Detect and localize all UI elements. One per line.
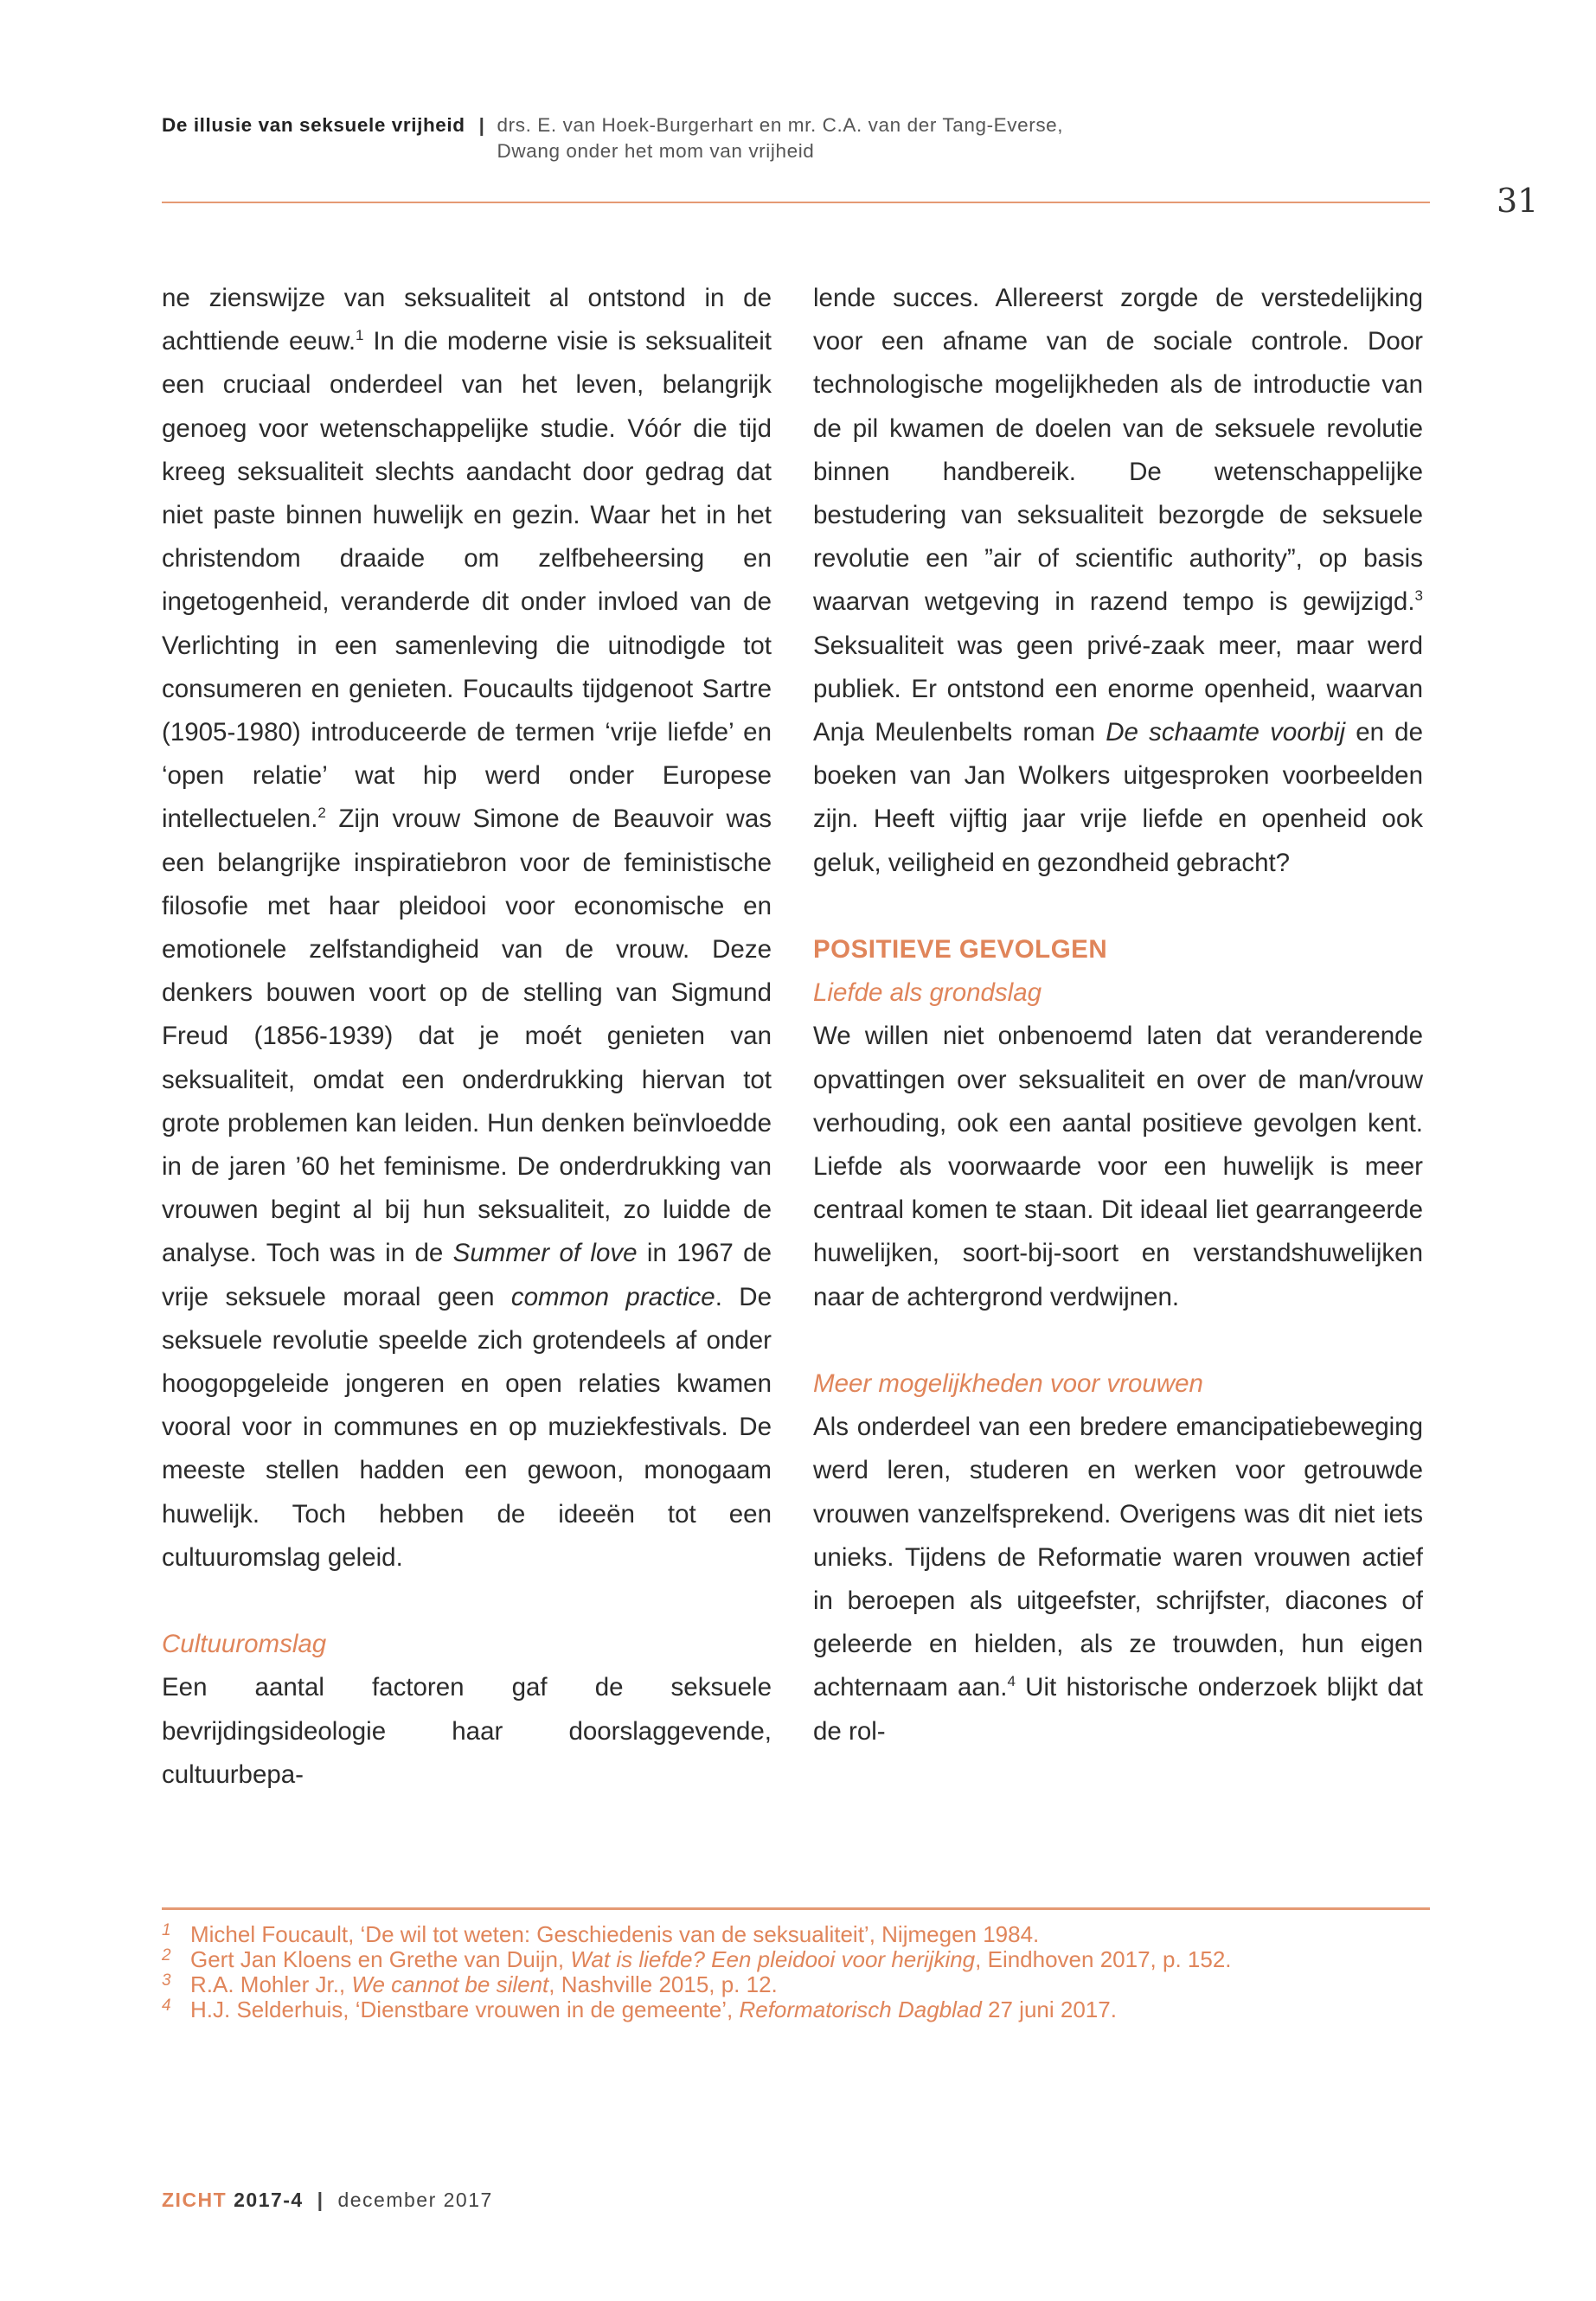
header-rule: [162, 202, 1430, 203]
footnote-ref-3[interactable]: 3: [1414, 587, 1423, 605]
footer-separator: |: [317, 2189, 324, 2211]
authors-line-2: Dwang onder het mom van vrijheid: [497, 140, 815, 162]
left-column: [162, 277, 772, 1797]
footnote: 3 R.A. Mohler Jr., We cannot be silent, Nashville 2015, p. 12.: [162, 1972, 1430, 1997]
running-header-title: De illusie van seksuele vrijheid: [162, 114, 465, 136]
footnote: 1 Michel Foucault, ‘De wil tot weten: Geschiedenis van de seksualiteit’, Nijmegen 1984.: [162, 1922, 1430, 1947]
spacer: [813, 885, 1423, 928]
footnote-number: 1: [162, 1921, 171, 1939]
footnote: 4 H.J. Selderhuis, ‘Dienstbare vrouwen in de gemeente’, Reformatorisch Dagblad 27 juni 2017.: [162, 1997, 1430, 2022]
subheading-cultuuromslag: Cultuuromslag: [162, 1630, 327, 1659]
page-number: 31: [1497, 182, 1539, 220]
footnote-number: 2: [162, 1946, 171, 1965]
footnote-ref-1[interactable]: 1: [356, 327, 364, 344]
subheading-vrouwen: Meer mogelijkheden voor vrouwen: [813, 1369, 1203, 1399]
subheading-liefde: Liefde als grondslag: [813, 978, 1042, 1008]
right-paragraph-2: We willen niet onbenoemd laten dat veranderende opvattingen over seksualiteit en over de man/vrouw verhouding, ook een aantal positieve gevolgen kent. Liefde als voorwaarde voor een huwelijk is meer centraal komen te staan. Dit ideaal liet gearrangeerde huwelijken, soort-bij-soort en verstandshuwelijken naar de achtergrond verdwijnen.: [813, 1022, 1423, 1311]
authors-line-1: drs. E. van Hoek-Burgerhart en mr. C.A. van der Tang-Everse,: [497, 114, 1064, 136]
footnotes: [162, 1922, 1430, 2022]
footnote-ref-4[interactable]: 4: [1007, 1673, 1016, 1690]
footnote-number: 3: [162, 1971, 171, 1990]
running-header: [162, 112, 1063, 164]
left-paragraph-1: ne zienswijze van seksualiteit al ontstond in de achttiende eeuw.$^1$ In die moderne visie is seksualiteit een cruciaal onderdeel van het leven, belangrijk genoeg voor wetenschappelijke studie. Vóór die tijd kreeg seksualiteit slechts aandacht door gedrag dat niet paste binnen huwelijk en gezin. Waar het in het christendom draaide om zelfbeheersing en ingetogenheid, veranderde dit onder invloed van de Verlichting in een samenleving die uitnodigde tot consumeren en genieten. Foucaults tijdgenoot Sartre (1905-1980) introduceerde de termen ‘vrije liefde’ en ‘open relatie’ wat hip werd onder Europese intellectuelen.$^2$ Zijn vrouw Simone de Beauvoir was een belangrijke inspiratiebron voor de feministische filosofie met haar pleidooi voor economische en emotionele zelfstandigheid van de vrouw. Deze denkers bouwen voort op de stelling van Sigmund Freud (1856-1939) dat je moét genieten van seksualiteit, omdat een onderdrukking hiervan tot grote problemen kan leiden. Hun denken beïnvloedde in de jaren ’60 het feminisme. De onderdrukking van vrouwen begint al bij hun seksualiteit, zo luidde de analyse. Toch was in de Summer of love in 1967 de vrije seksuele moraal geen common practice. De seksuele revolutie speelde zich grotendeels af onder hoogopgeleide jongeren en open relaties kwamen vooral voor in communes en op muziekfestivals. De meeste stellen hadden een gewoon, monogaam huwelijk. Toch hebben de ideeën tot een cultuuromslag geleid.: [162, 284, 772, 1572]
right-column: [813, 277, 1423, 1753]
footnote-number: 4: [162, 1997, 171, 2015]
issue-date: december 2017: [337, 2189, 493, 2211]
page-footer: [162, 2189, 493, 2212]
running-header-authors: [497, 112, 1064, 164]
right-paragraph-1: lende succes. Allereerst zorgde de verstedelijking voor een afname van de sociale controle. Door technologische mogelijkheden als de introductie van de pil kwamen de doelen van de seksuele revolutie binnen handbereik. De wetenschappelijke bestudering van seksualiteit bezorgde de seksuele revolutie een ”air of scientific authority”, op basis waarvan wetgeving in razend tempo is gewijzigd.$^3$ Seksualiteit was geen privé-zaak meer, maar werd publiek. Er ontstond een enorme openheid, waarvan Anja Meulenbelts roman De schaamte voorbij en de boeken van Jan Wolkers uitgesproken voorbeelden zijn. Heeft vijftig jaar vrije liefde en openheid ook geluk, veiligheid en gezondheid gebracht?: [813, 284, 1423, 877]
section-heading: POSITIEVE GEVOLGEN: [813, 935, 1108, 965]
right-paragraph-3: Als onderdeel van een bredere emancipatiebeweging werd leren, studeren en werken voor getrouwde vrouwen vanzelfsprekend. Overigens was dit niet iets unieks. Tijdens de Reformatie waren vrouwen actief in beroepen als uitgeefster, schrijfster, diacones of geleerde en hielden, als ze trouwden, hun eigen achternaam aan.$^4$ Uit historische onderzoek blijkt dat de rol-: [813, 1413, 1423, 1746]
left-paragraph-2: Een aantal factoren gaf de seksuele bevrijdingsideologie haar doorslaggevende, cultuurbepa-: [162, 1673, 772, 1789]
spacer: [813, 1319, 1423, 1362]
footnote: 2 Gert Jan Kloens en Grethe van Duijn, Wat is liefde? Een pleidooi voor herijking, Eindhoven 2017, p. 152.: [162, 1947, 1430, 1972]
spacer: [162, 1580, 772, 1623]
footnotes-rule: [162, 1907, 1430, 1910]
issue-number: 2017-4: [234, 2189, 304, 2211]
magazine-name: ZICHT: [162, 2189, 228, 2211]
running-header-separator: |: [478, 114, 485, 136]
footnote-ref-2[interactable]: 2: [317, 804, 326, 822]
